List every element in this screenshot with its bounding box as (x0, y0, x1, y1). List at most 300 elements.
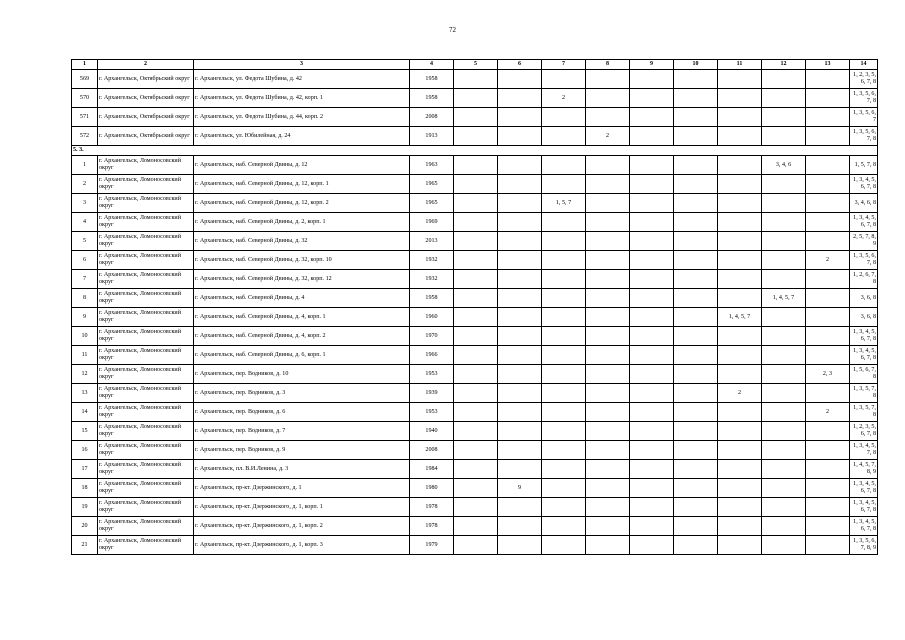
col9-cell (630, 194, 674, 213)
col12-cell (762, 108, 806, 127)
table-row (72, 441, 878, 460)
col11-cell (718, 213, 762, 232)
col12-cell: 3, 4, 6 (762, 156, 806, 175)
col10-cell (674, 479, 718, 498)
col13-cell (806, 89, 850, 108)
address-cell: г. Архангельск, наб. Северной Двины, д. 6, корп. 1 (194, 346, 410, 365)
col6-cell (498, 89, 542, 108)
col12-cell (762, 232, 806, 251)
year-cell: 1953 (410, 403, 454, 422)
col11-cell (718, 346, 762, 365)
district-cell: г. Архангельск, Ломоносовский округ (98, 270, 194, 289)
address-cell: г. Архангельск, наб. Северной Двины, д. 12, корп. 1 (194, 175, 410, 194)
col10-cell (674, 441, 718, 460)
table-row (72, 194, 878, 213)
row-number-cell: 13 (72, 384, 98, 403)
col6-cell (498, 289, 542, 308)
col5-cell (454, 308, 498, 327)
row-number-cell: 17 (72, 460, 98, 479)
register-table (71, 59, 878, 555)
col9-cell (630, 308, 674, 327)
col10-cell (674, 460, 718, 479)
table-row (72, 460, 878, 479)
col11-cell (718, 175, 762, 194)
col5-cell (454, 89, 498, 108)
col7-cell (542, 232, 586, 251)
district-cell: г. Архангельск, Октябрьский округ (98, 70, 194, 89)
col5-cell (454, 194, 498, 213)
row-number-cell: 1 (72, 156, 98, 175)
col6-cell (498, 441, 542, 460)
district-cell: г. Архангельск, Ломоносовский округ (98, 517, 194, 536)
table-header-row (72, 60, 878, 70)
col8-cell (586, 517, 630, 536)
col8-cell (586, 89, 630, 108)
col6-cell (498, 517, 542, 536)
table-row (72, 517, 878, 536)
address-cell: г. Архангельск, ул. Федота Шубина, д. 44, корп. 2 (194, 108, 410, 127)
table-row (72, 327, 878, 346)
col13-cell (806, 108, 850, 127)
col7-cell (542, 536, 586, 555)
col11-cell (718, 498, 762, 517)
col13-cell (806, 175, 850, 194)
col10-cell (674, 108, 718, 127)
col7-cell (542, 498, 586, 517)
col8-cell (586, 498, 630, 517)
row-number-cell: 9 (72, 308, 98, 327)
col6-cell (498, 460, 542, 479)
col5-cell (454, 536, 498, 555)
col14-cell: 1, 4, 5, 7, 8, 9 (850, 460, 878, 479)
district-cell: г. Архангельск, Ломоносовский округ (98, 536, 194, 555)
col9-cell (630, 479, 674, 498)
address-cell: г. Архангельск, пр-кт. Дзержинского, д. 1, корп. 2 (194, 517, 410, 536)
col14-cell: 1, 3, 4, 5, 7, 8 (850, 441, 878, 460)
col10-cell (674, 70, 718, 89)
col8-cell (586, 194, 630, 213)
header-cell: 9 (630, 60, 674, 70)
col12-cell (762, 327, 806, 346)
col13-cell: 2 (806, 403, 850, 422)
col11-cell (718, 517, 762, 536)
row-number-cell: 3 (72, 194, 98, 213)
table-row (72, 498, 878, 517)
district-cell: г. Архангельск, Октябрьский округ (98, 108, 194, 127)
col11-cell (718, 251, 762, 270)
section-row (72, 146, 878, 156)
col6-cell: 9 (498, 479, 542, 498)
col6-cell (498, 365, 542, 384)
col6-cell (498, 403, 542, 422)
col5-cell (454, 498, 498, 517)
col5-cell (454, 422, 498, 441)
col10-cell (674, 270, 718, 289)
col7-cell (542, 422, 586, 441)
col8-cell (586, 327, 630, 346)
row-number-cell: 5 (72, 232, 98, 251)
col7-cell (542, 213, 586, 232)
table-row (72, 213, 878, 232)
col7-cell (542, 251, 586, 270)
col9-cell (630, 384, 674, 403)
col14-cell: 3, 4, 6, 8 (850, 194, 878, 213)
table-row (72, 89, 878, 108)
district-cell: г. Архангельск, Ломоносовский округ (98, 156, 194, 175)
col5-cell (454, 441, 498, 460)
district-cell: г. Архангельск, Ломоносовский округ (98, 460, 194, 479)
col14-cell: 1, 3, 4, 5, 6, 7, 8 (850, 213, 878, 232)
col5-cell (454, 70, 498, 89)
col5-cell (454, 479, 498, 498)
col6-cell (498, 108, 542, 127)
header-cell: 13 (806, 60, 850, 70)
col11-cell (718, 365, 762, 384)
year-cell: 1939 (410, 384, 454, 403)
col11-cell (718, 108, 762, 127)
address-cell: г. Архангельск, наб. Северной Двины, д. 4, корп. 2 (194, 327, 410, 346)
col11-cell (718, 194, 762, 213)
district-cell: г. Архангельск, Ломоносовский округ (98, 384, 194, 403)
col14-cell: 1, 2, 3, 5, 6, 7, 8 (850, 422, 878, 441)
col12-cell (762, 479, 806, 498)
col14-cell: 1, 3, 5, 7, 8 (850, 384, 878, 403)
col13-cell (806, 70, 850, 89)
row-number-cell: 11 (72, 346, 98, 365)
address-cell: г. Архангельск, пл. В.И.Ленина, д. 3 (194, 460, 410, 479)
col11-cell (718, 479, 762, 498)
row-number-cell: 10 (72, 327, 98, 346)
district-cell: г. Архангельск, Ломоносовский округ (98, 194, 194, 213)
col14-cell: 1, 3, 5, 6, 7 (850, 108, 878, 127)
header-cell: 7 (542, 60, 586, 70)
col12-cell (762, 498, 806, 517)
col13-cell (806, 498, 850, 517)
year-cell: 1932 (410, 251, 454, 270)
col9-cell (630, 422, 674, 441)
col5-cell (454, 127, 498, 146)
col12-cell (762, 346, 806, 365)
table-row (72, 365, 878, 384)
col13-cell (806, 346, 850, 365)
address-cell: г. Архангельск, наб. Северной Двины, д. 12, корп. 2 (194, 194, 410, 213)
table-row (72, 127, 878, 146)
row-number-cell: 21 (72, 536, 98, 555)
col9-cell (630, 70, 674, 89)
col6-cell (498, 308, 542, 327)
col11-cell (718, 156, 762, 175)
col5-cell (454, 403, 498, 422)
col14-cell: 1, 3, 5, 6, 7, 8 (850, 89, 878, 108)
row-number-cell: 20 (72, 517, 98, 536)
col9-cell (630, 213, 674, 232)
col11-cell (718, 536, 762, 555)
col12-cell (762, 384, 806, 403)
col7-cell (542, 460, 586, 479)
district-cell: г. Архангельск, Ломоносовский округ (98, 422, 194, 441)
col13-cell (806, 384, 850, 403)
header-cell: 11 (718, 60, 762, 70)
address-cell: г. Архангельск, ул. Федота Шубина, д. 42, корп. 1 (194, 89, 410, 108)
col11-cell: 2 (718, 384, 762, 403)
year-cell: 1958 (410, 89, 454, 108)
col5-cell (454, 384, 498, 403)
col10-cell (674, 365, 718, 384)
table-row (72, 175, 878, 194)
col10-cell (674, 251, 718, 270)
col13-cell (806, 441, 850, 460)
col14-cell: 1, 3, 4, 5, 6, 7, 8 (850, 498, 878, 517)
col5-cell (454, 213, 498, 232)
address-cell: г. Архангельск, пер. Водников, д. 3 (194, 384, 410, 403)
district-cell: г. Архангельск, Ломоносовский округ (98, 498, 194, 517)
year-cell: 2008 (410, 441, 454, 460)
district-cell: г. Архангельск, Октябрьский округ (98, 89, 194, 108)
col8-cell (586, 536, 630, 555)
district-cell: г. Архангельск, Октябрьский округ (98, 127, 194, 146)
col12-cell (762, 194, 806, 213)
year-cell: 1960 (410, 308, 454, 327)
col7-cell (542, 346, 586, 365)
col10-cell (674, 213, 718, 232)
col12-cell (762, 270, 806, 289)
col14-cell: 1, 3, 4, 5, 6, 7, 8 (850, 479, 878, 498)
col7-cell (542, 270, 586, 289)
col8-cell (586, 232, 630, 251)
col8-cell (586, 365, 630, 384)
row-number-cell: 18 (72, 479, 98, 498)
col5-cell (454, 517, 498, 536)
col10-cell (674, 327, 718, 346)
col14-cell: 1, 5, 6, 7, 8 (850, 365, 878, 384)
row-number-cell: 16 (72, 441, 98, 460)
col7-cell (542, 327, 586, 346)
address-cell: г. Архангельск, пр-кт. Дзержинского, д. 1, корп. 3 (194, 536, 410, 555)
year-cell: 1978 (410, 498, 454, 517)
col8-cell (586, 175, 630, 194)
col7-cell (542, 175, 586, 194)
col9-cell (630, 346, 674, 365)
col12-cell: 1, 4, 5, 7 (762, 289, 806, 308)
district-cell: г. Архангельск, Ломоносовский округ (98, 479, 194, 498)
col12-cell (762, 175, 806, 194)
col12-cell (762, 536, 806, 555)
year-cell: 1963 (410, 156, 454, 175)
col5-cell (454, 327, 498, 346)
col7-cell: 1, 5, 7 (542, 194, 586, 213)
col13-cell (806, 422, 850, 441)
col9-cell (630, 403, 674, 422)
address-cell: г. Архангельск, пр-кт. Дзержинского, д. 1 (194, 479, 410, 498)
col10-cell (674, 346, 718, 365)
col10-cell (674, 232, 718, 251)
col12-cell (762, 213, 806, 232)
col14-cell: 3, 6, 8 (850, 289, 878, 308)
col8-cell (586, 108, 630, 127)
header-cell: 10 (674, 60, 718, 70)
col6-cell (498, 270, 542, 289)
col8-cell (586, 270, 630, 289)
col11-cell (718, 460, 762, 479)
header-cell: 2 (98, 60, 194, 70)
col11-cell (718, 232, 762, 251)
header-cell: 3 (194, 60, 410, 70)
col7-cell (542, 108, 586, 127)
address-cell: г. Архангельск, наб. Северной Двины, д. 2, корп. 1 (194, 213, 410, 232)
col8-cell (586, 479, 630, 498)
col8-cell (586, 289, 630, 308)
col5-cell (454, 156, 498, 175)
row-number-cell: 19 (72, 498, 98, 517)
col14-cell: 1, 3, 5, 6, 7, 8 (850, 251, 878, 270)
col14-cell: 1, 3, 5, 7, 8 (850, 403, 878, 422)
register-table-body (72, 60, 878, 555)
col14-cell: 1, 3, 5, 6, 7, 8, 9 (850, 536, 878, 555)
row-number-cell: 571 (72, 108, 98, 127)
table-row (72, 536, 878, 555)
table-row (72, 422, 878, 441)
col5-cell (454, 289, 498, 308)
col6-cell (498, 156, 542, 175)
col10-cell (674, 422, 718, 441)
col11-cell (718, 127, 762, 146)
col9-cell (630, 517, 674, 536)
row-number-cell: 569 (72, 70, 98, 89)
district-cell: г. Архангельск, Ломоносовский округ (98, 441, 194, 460)
col9-cell (630, 441, 674, 460)
year-cell: 2013 (410, 232, 454, 251)
col13-cell (806, 327, 850, 346)
col14-cell: 1, 3, 4, 5, 6, 7, 8 (850, 517, 878, 536)
col9-cell (630, 460, 674, 479)
col13-cell (806, 213, 850, 232)
col7-cell: 2 (542, 89, 586, 108)
col14-cell: 1, 3, 4, 5, 6, 7, 8 (850, 175, 878, 194)
year-cell: 2008 (410, 108, 454, 127)
col10-cell (674, 175, 718, 194)
table-row (72, 156, 878, 175)
col14-cell: 1, 3, 4, 5, 6, 7, 8 (850, 327, 878, 346)
col6-cell (498, 213, 542, 232)
district-cell: г. Архангельск, Ломоносовский округ (98, 365, 194, 384)
col10-cell (674, 194, 718, 213)
col8-cell (586, 156, 630, 175)
row-number-cell: 12 (72, 365, 98, 384)
col8-cell (586, 460, 630, 479)
col7-cell (542, 479, 586, 498)
year-cell: 1966 (410, 346, 454, 365)
col14-cell: 2, 5, 7, 8, 9 (850, 232, 878, 251)
col14-cell: 1, 2, 6, 7, 8 (850, 270, 878, 289)
col5-cell (454, 270, 498, 289)
col7-cell (542, 403, 586, 422)
col11-cell (718, 441, 762, 460)
district-cell: г. Архангельск, Ломоносовский округ (98, 213, 194, 232)
col13-cell (806, 536, 850, 555)
col14-cell: 1, 2, 3, 5, 6, 7, 8 (850, 70, 878, 89)
col8-cell (586, 213, 630, 232)
row-number-cell: 8 (72, 289, 98, 308)
year-cell: 1958 (410, 70, 454, 89)
col9-cell (630, 127, 674, 146)
address-cell: г. Архангельск, наб. Северной Двины, д. 32 (194, 232, 410, 251)
col14-cell: 1, 5, 7, 8 (850, 156, 878, 175)
col6-cell (498, 232, 542, 251)
header-cell: 6 (498, 60, 542, 70)
col5-cell (454, 232, 498, 251)
address-cell: г. Архангельск, ул. Федота Шубина, д. 42 (194, 70, 410, 89)
col9-cell (630, 156, 674, 175)
col5-cell (454, 460, 498, 479)
col12-cell (762, 70, 806, 89)
col11-cell (718, 422, 762, 441)
year-cell: 1965 (410, 175, 454, 194)
address-cell: г. Архангельск, наб. Северной Двины, д. 4 (194, 289, 410, 308)
col10-cell (674, 403, 718, 422)
col12-cell (762, 308, 806, 327)
page-number: 72 (449, 26, 456, 34)
year-cell: 1970 (410, 327, 454, 346)
col13-cell: 2, 3 (806, 365, 850, 384)
header-cell: 4 (410, 60, 454, 70)
col13-cell (806, 194, 850, 213)
col7-cell (542, 127, 586, 146)
col6-cell (498, 251, 542, 270)
col9-cell (630, 498, 674, 517)
col10-cell (674, 308, 718, 327)
col12-cell (762, 403, 806, 422)
row-number-cell: 15 (72, 422, 98, 441)
col12-cell (762, 422, 806, 441)
district-cell: г. Архангельск, Ломоносовский округ (98, 251, 194, 270)
table-row (72, 108, 878, 127)
col11-cell (718, 89, 762, 108)
col13-cell (806, 156, 850, 175)
col13-cell (806, 270, 850, 289)
col10-cell (674, 156, 718, 175)
row-number-cell: 4 (72, 213, 98, 232)
col6-cell (498, 536, 542, 555)
row-number-cell: 570 (72, 89, 98, 108)
table-row (72, 384, 878, 403)
col6-cell (498, 498, 542, 517)
year-cell: 1932 (410, 270, 454, 289)
header-cell: 1 (72, 60, 98, 70)
col5-cell (454, 251, 498, 270)
col11-cell (718, 70, 762, 89)
col7-cell (542, 517, 586, 536)
header-cell: 12 (762, 60, 806, 70)
col6-cell (498, 194, 542, 213)
col9-cell (630, 270, 674, 289)
address-cell: г. Архангельск, наб. Северной Двины, д. 32, корп. 10 (194, 251, 410, 270)
col10-cell (674, 517, 718, 536)
col12-cell (762, 441, 806, 460)
header-cell: 14 (850, 60, 878, 70)
district-cell: г. Архангельск, Ломоносовский округ (98, 327, 194, 346)
col11-cell (718, 327, 762, 346)
col10-cell (674, 289, 718, 308)
col11-cell (718, 270, 762, 289)
table-row (72, 403, 878, 422)
row-number-cell: 7 (72, 270, 98, 289)
col9-cell (630, 251, 674, 270)
col8-cell (586, 422, 630, 441)
col8-cell (586, 403, 630, 422)
col12-cell (762, 127, 806, 146)
district-cell: г. Архангельск, Ломоносовский округ (98, 308, 194, 327)
col14-cell: 3, 6, 8 (850, 308, 878, 327)
